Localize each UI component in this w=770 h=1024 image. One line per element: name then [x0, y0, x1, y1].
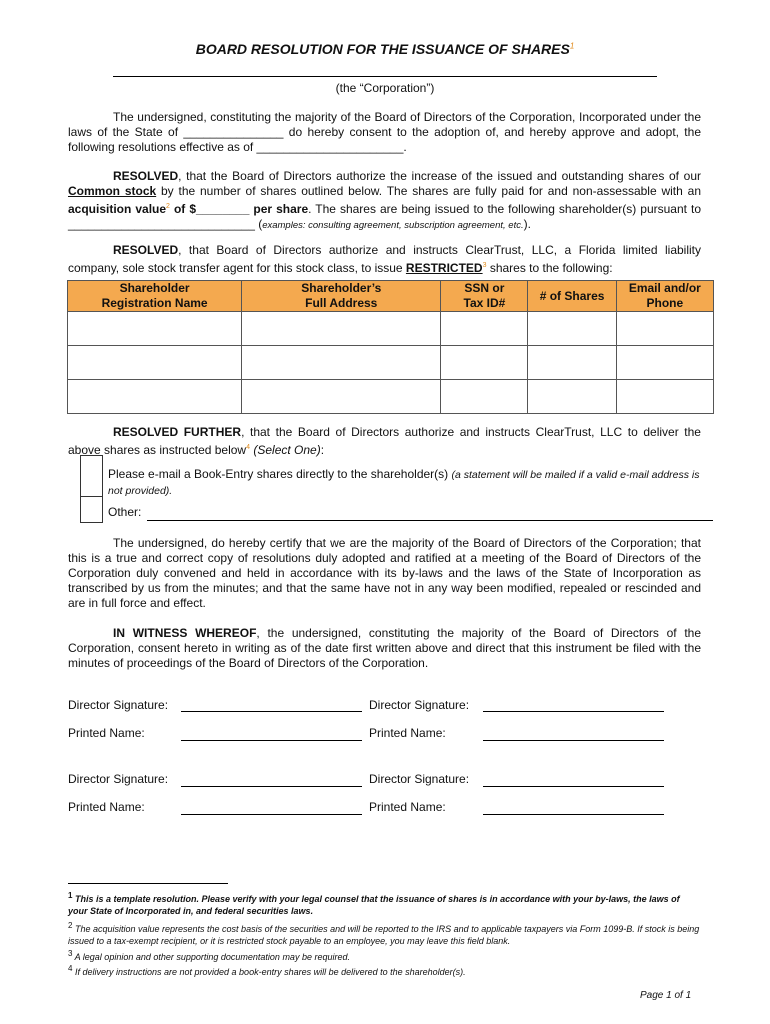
printed-name-line[interactable]	[483, 740, 664, 741]
other-option-label: Other:	[108, 505, 142, 519]
table-row	[68, 312, 714, 346]
resolved-transfer-agent-paragraph	[68, 243, 701, 276]
footnote-separator	[68, 883, 228, 884]
resolved-further-label: RESOLVED FURTHER	[113, 425, 242, 439]
footnote-3	[68, 948, 701, 963]
shareholder-table	[67, 280, 714, 414]
footnote-4-text: If delivery instructions are not provided a book-entry shares will be delivered to the shareholder(s).	[74, 967, 466, 977]
header-registration-name: Shareholder Registration Name	[68, 281, 242, 312]
footnote-1-number: 1	[68, 891, 73, 900]
resolved1-text-d: ).	[523, 217, 531, 231]
resolved-label: RESOLVED	[113, 243, 179, 257]
email-option-text: Please e-mail a Book-Entry shares directly to the shareholder(s)	[108, 467, 452, 481]
cell-registration-name[interactable]	[68, 312, 242, 346]
footnote-1-text: This is a template resolution. Please verify with your legal counsel that the issuance of shares is in accordance with your by-laws, the laws of your State of Incorporated in, and federal securities laws.	[68, 894, 680, 916]
witness-paragraph	[68, 626, 701, 671]
footnote-3-text: A legal opinion and other supporting documentation may be required.	[74, 952, 350, 962]
footnote-2-number: 2	[68, 921, 73, 930]
footnote-2	[68, 920, 701, 947]
director-signature-label: Director Signature:	[68, 698, 169, 712]
footnote-marker-2: 2	[166, 203, 170, 210]
table-header-row	[68, 281, 714, 312]
resolved-further-paragraph	[68, 425, 701, 458]
footnote-2-text: The acquisition value represents the cost basis of the securities and will be reported to the IRS and to applicable taxpayers via Form 1099-B. If stock is being issued to a tax-exempt recipient, or it is restricted stock payable to an employee, you may leave this field blank.	[68, 924, 700, 946]
resolved1-text-a: , that the Board of Directors authorize the increase of the issued and outstanding shares of our	[178, 169, 701, 183]
director-signature-label: Director Signature:	[369, 698, 470, 712]
cell-email-phone[interactable]	[616, 312, 713, 346]
footnote-3-number: 3	[68, 949, 73, 958]
resolved2-text-a: , that Board of Directors authorize and instructs ClearTrust, LLC, a Florida limited liability company, sole stock transfer agent for this stock class, to issue	[68, 243, 701, 275]
intro-text: The undersigned, constituting the majority of the Board of Directors of the Corporation, Incorporated under the laws of the State of _______________ do hereby consent to the adoption of, and hereby approve and adopt, the following resolutions effective as of ______________________.	[68, 110, 701, 154]
printed-name-label: Printed Name:	[369, 800, 446, 814]
certification-paragraph	[68, 536, 701, 611]
director-signature-line[interactable]	[181, 786, 362, 787]
page-number: Page 1 of 1	[640, 990, 692, 1001]
header-ssn-tax-id: SSN or Tax ID#	[441, 281, 528, 312]
other-option-checkbox[interactable]	[80, 496, 103, 523]
cell-email-phone[interactable]	[616, 346, 713, 380]
title-footnote-marker: 1	[569, 41, 575, 51]
cell-number-of-shares[interactable]	[528, 380, 616, 414]
printed-name-line[interactable]	[181, 740, 362, 741]
cell-ssn-tax-id[interactable]	[441, 380, 528, 414]
header-number-of-shares: # of Shares	[528, 281, 616, 312]
resolved-label: RESOLVED	[113, 169, 179, 183]
printed-name-label: Printed Name:	[68, 726, 145, 740]
table-row	[68, 380, 714, 414]
witness-text: , the undersigned, constituting the majority of the Board of Directors of the Corporation, consent hereto in writing as of the date first written above and direct that this instrument be filed with the minutes of proceedings of the Board of Directors of the Corporation.	[68, 626, 702, 670]
resolved3-colon: :	[320, 443, 325, 457]
resolved-increase-paragraph	[68, 169, 701, 233]
header-email-phone: Email and/or Phone	[616, 281, 713, 312]
cell-email-phone[interactable]	[616, 380, 713, 414]
table-row	[68, 346, 714, 380]
certification-text: The undersigned, do hereby certify that we are the majority of the Board of Directors of the Corporation; that this is a true and correct copy of resolutions duly adopted and ratified at a meeting of the Board of Directors of the Corporation duly convened and held in accordance with its by-laws and the laws of the State of Incorporation as transcribed by us from the minutes; and that the same have not in any way been modified, repealed or rescinded and are in full force and effect.	[68, 536, 701, 610]
select-one-note: (Select One)	[250, 443, 321, 457]
cell-registration-name[interactable]	[68, 346, 242, 380]
acquisition-value-term: acquisition value	[68, 202, 167, 216]
resolved3-text-a: , that the Board of Directors authorize and instructs ClearTrust, LLC to deliver the above shares as instructed below	[68, 425, 701, 457]
director-signature-label: Director Signature:	[68, 772, 169, 786]
director-signature-line[interactable]	[483, 711, 664, 712]
intro-paragraph	[68, 110, 701, 155]
pursuant-examples: examples: consulting agreement, subscription agreement, etc.	[262, 220, 524, 231]
printed-name-label: Printed Name:	[68, 800, 145, 814]
resolved1-text-b: by the number of shares outlined below. The shares are fully paid for and non-assessable with an	[156, 184, 701, 198]
footnote-marker-4: 4	[246, 444, 251, 451]
header-full-address: Shareholder’s Full Address	[242, 281, 441, 312]
director-signature-line[interactable]	[483, 786, 664, 787]
email-option-checkbox[interactable]	[80, 455, 103, 497]
corporation-name-line	[113, 76, 657, 77]
resolved1-text-c: . The shares are being issued to the following shareholder(s) pursuant to ____________________________ (	[68, 202, 702, 231]
printed-name-line[interactable]	[181, 814, 362, 815]
email-option-label	[108, 467, 703, 499]
footnote-4	[68, 963, 701, 978]
director-signature-label: Director Signature:	[369, 772, 470, 786]
witness-label: IN WITNESS WHEREOF	[113, 626, 257, 640]
footnote-marker-3: 3	[482, 262, 487, 269]
document-title	[0, 41, 770, 57]
acquisition-amount: of $________ per share	[169, 202, 309, 216]
cell-number-of-shares[interactable]	[528, 346, 616, 380]
cell-full-address[interactable]	[242, 312, 441, 346]
printed-name-label: Printed Name:	[369, 726, 446, 740]
cell-registration-name[interactable]	[68, 380, 242, 414]
corporation-label: (the “Corporation”)	[335, 81, 435, 95]
cell-full-address[interactable]	[242, 380, 441, 414]
printed-name-line[interactable]	[483, 814, 664, 815]
footnote-4-number: 4	[68, 964, 73, 973]
cell-number-of-shares[interactable]	[528, 312, 616, 346]
cell-full-address[interactable]	[242, 346, 441, 380]
title-text: BOARD RESOLUTION FOR THE ISSUANCE OF SHARES	[195, 41, 570, 57]
other-option-field[interactable]	[147, 520, 713, 521]
footnote-1	[68, 890, 701, 917]
email-option-note: (a statement will be mailed if a valid e-mail address is not provided).	[108, 469, 700, 497]
cell-ssn-tax-id[interactable]	[441, 346, 528, 380]
resolved2-text-b: shares to the following:	[486, 261, 613, 275]
restricted-term: RESTRICTED	[405, 261, 483, 275]
cell-ssn-tax-id[interactable]	[441, 312, 528, 346]
common-stock-term: Common stock	[68, 184, 157, 198]
director-signature-line[interactable]	[181, 711, 362, 712]
